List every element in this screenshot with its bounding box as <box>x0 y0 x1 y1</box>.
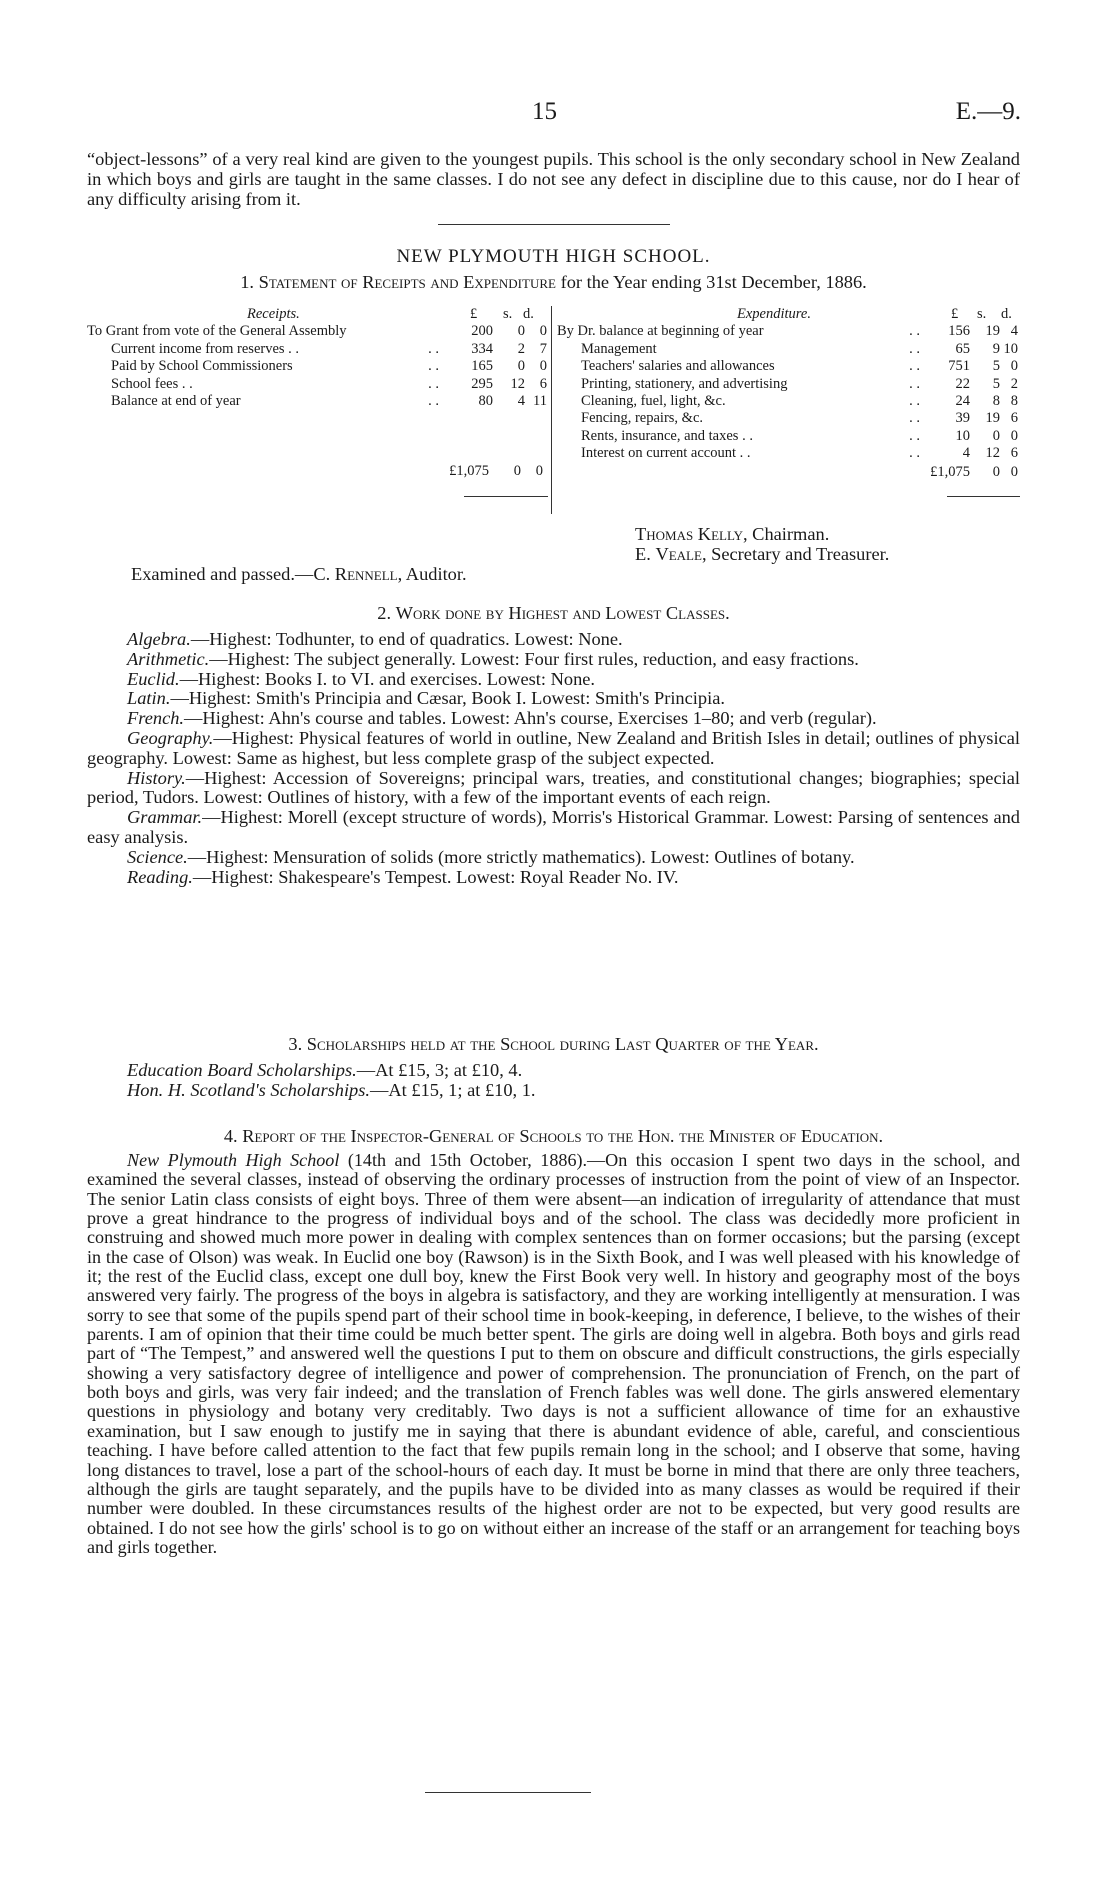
subject-text: —Highest: Shakespeare's Tempest. Lowest: Royal Reader No. IV. <box>192 866 679 887</box>
document-reference: E.—9. <box>955 98 1021 125</box>
row-shillings: 5 <box>992 375 1000 392</box>
row-label: To Grant from vote of the General Assembly <box>87 323 347 340</box>
subject-text: —Highest: Mensuration of solids (more strictly mathematics). Lowest: Outlines of botany. <box>187 846 855 867</box>
expenditure-row <box>557 341 1020 358</box>
work-item <box>87 729 1020 769</box>
work-item <box>87 689 1020 709</box>
exp-shilling-header: s. <box>977 306 987 322</box>
subject-text: —Highest: Smith's Principia and Cæsar, Book I. Lowest: Smith's Principia. <box>170 688 725 709</box>
row-label: Current income from reserves . . <box>111 340 300 357</box>
subject-name: Grammar. <box>127 807 203 828</box>
row-pence: 4 <box>1010 323 1018 340</box>
school-title: NEW PLYMOUTH HIGH SCHOOL. <box>396 246 711 267</box>
work-item <box>87 630 1020 650</box>
subject-name: Geography. <box>127 727 214 748</box>
row-label: Teachers' salaries and allowances <box>581 358 775 375</box>
leader-dots: . . <box>909 375 920 392</box>
leader-dots: . . <box>428 375 439 392</box>
subject-name: Science. <box>127 846 188 867</box>
row-pounds: 295 <box>471 375 493 392</box>
expenditure-total-pounds: £1,075 <box>930 463 970 480</box>
expenditure-row <box>557 428 1020 445</box>
end-divider <box>425 1792 591 1793</box>
subject-name: Reading. <box>127 866 193 887</box>
row-label: Balance at end of year <box>111 392 241 409</box>
work-item <box>87 868 1020 888</box>
subject-name: Euclid. <box>127 668 180 689</box>
table-divider <box>551 306 552 514</box>
auditor-line: Examined and passed.—C. Rennell, Auditor. <box>131 564 467 584</box>
work-item <box>87 808 1020 848</box>
row-pounds: 39 <box>955 410 970 427</box>
work-item <box>87 769 1020 809</box>
subject-text: —Highest: Books I. to VI. and exercises. Lowest: None. <box>179 668 596 689</box>
row-shillings: 9 <box>992 340 1000 357</box>
row-pounds: 334 <box>471 340 493 357</box>
row-pence: 0 <box>1010 358 1018 375</box>
leader-dots: . . <box>909 323 920 340</box>
row-pounds: 10 <box>955 427 970 444</box>
subject-text: —Highest: Ahn's course and tables. Lowest: Ahn's course, Exercises 1–80; and verb (regular). <box>184 708 877 729</box>
row-pence: 10 <box>1003 340 1018 357</box>
subject-text: —Highest: The subject generally. Lowest: Four first rules, reduction, and easy fractions. <box>209 648 859 669</box>
row-label: By Dr. balance at beginning of year <box>557 323 764 340</box>
row-label: Printing, stationery, and advertising <box>581 375 788 392</box>
row-pounds: 751 <box>948 358 970 375</box>
row-pounds: 200 <box>471 323 493 340</box>
page-header <box>0 98 1114 132</box>
leader-dots: . . <box>428 340 439 357</box>
row-pence: 7 <box>539 340 547 357</box>
row-pence: 0 <box>539 358 547 375</box>
receipts-column <box>87 306 549 481</box>
row-shillings: 0 <box>517 323 525 340</box>
leader-dots: . . <box>909 427 920 444</box>
subject-text: —Highest: Todhunter, to end of quadratics. Lowest: None. <box>190 629 623 649</box>
expenditure-row <box>557 410 1020 427</box>
row-shillings: 19 <box>985 410 1000 427</box>
scholarship-name: Hon. H. Scotland's Scholarships. <box>127 1079 371 1100</box>
receipts-row <box>87 393 549 410</box>
report-school-name: New Plymouth High School <box>127 1150 340 1170</box>
exp-pence-header: d. <box>1001 306 1012 322</box>
leader-dots: . . <box>428 358 439 375</box>
leader-dots: . . <box>428 392 439 409</box>
intro-paragraph: “object-lessons” of a very real kind are given to the youngest pupils. This school is the only secondary school in New Zealand in which boys and girls are taught in the same classes. I do not see any defect in discipline due to this cause, nor do I hear of any difficulty arising from it. <box>87 149 1020 209</box>
pound-header: £ <box>470 306 478 322</box>
leader-dots: . . <box>909 340 920 357</box>
subject-name: History. <box>127 767 186 788</box>
expenditure-row <box>557 393 1020 410</box>
receipts-row <box>87 341 549 358</box>
row-label: Cleaning, fuel, light, &c. <box>581 392 726 409</box>
row-label: Management <box>581 340 657 357</box>
leader-dots: . . <box>909 358 920 375</box>
row-label: School fees . . <box>111 375 193 392</box>
receipts-total-shillings: 0 <box>513 463 521 480</box>
expenditure-rows <box>557 323 1020 462</box>
row-shillings: 12 <box>985 445 1000 462</box>
receipts-expenditure-table <box>87 306 1020 526</box>
page-number: 15 <box>532 98 557 125</box>
receipts-title: Receipts. <box>247 306 300 322</box>
subject-name: Arithmetic. <box>127 648 210 669</box>
row-label: Fencing, repairs, &c. <box>581 410 704 427</box>
row-label: Interest on current account . . <box>581 445 751 462</box>
work-item <box>87 670 1020 690</box>
row-pounds: 80 <box>478 392 493 409</box>
scholarship-list <box>87 1061 1020 1101</box>
pence-header: d. <box>523 306 534 322</box>
expenditure-total-shillings: 0 <box>992 463 1000 480</box>
receipts-rows <box>87 323 549 410</box>
scholarship-item <box>87 1081 1020 1101</box>
row-shillings: 2 <box>517 340 525 357</box>
report-heading: 4. Report of the Inspector-General of Schools to the Hon. the Minister of Education. <box>223 1126 884 1146</box>
leader-dots: . . <box>909 410 920 427</box>
signatories <box>635 524 889 564</box>
expenditure-row <box>557 358 1020 375</box>
subject-text: —Highest: Morell (except structure of words), Morris's Historical Grammar. Lowest: Parsing of sentences and easy analysis. <box>87 807 1020 847</box>
receipts-row <box>87 376 549 393</box>
work-item <box>87 848 1020 868</box>
statement-heading: 1. Statement of Receipts and Expenditure for the Year ending 31st December, 1886. <box>240 272 867 292</box>
receipts-row <box>87 323 549 340</box>
work-heading: 2. Work done by Highest and Lowest Classes. <box>377 603 730 623</box>
row-label: Rents, insurance, and taxes . . <box>581 427 753 444</box>
receipts-total-row <box>87 463 549 480</box>
row-pence: 0 <box>1010 427 1018 444</box>
row-shillings: 19 <box>985 323 1000 340</box>
row-label: Paid by School Commissioners <box>111 358 293 375</box>
scholarship-text: —At £15, 3; at £10, 4. <box>356 1060 523 1080</box>
row-pence: 11 <box>533 392 547 409</box>
row-pence: 2 <box>1010 375 1018 392</box>
row-pounds: 65 <box>955 340 970 357</box>
row-shillings: 0 <box>517 358 525 375</box>
row-pounds: 24 <box>955 392 970 409</box>
leader-dots: . . <box>909 445 920 462</box>
treasurer-signature: E. Veale, Secretary and Treasurer. <box>635 544 890 564</box>
expenditure-title: Expenditure. <box>737 306 811 322</box>
row-pounds: 156 <box>948 323 970 340</box>
scholarship-text: —At £15, 1; at £10, 1. <box>370 1079 536 1100</box>
row-pounds: 22 <box>955 375 970 392</box>
expenditure-total-row <box>557 464 1020 481</box>
row-shillings: 0 <box>992 427 1000 444</box>
row-pence: 6 <box>1010 445 1018 462</box>
subject-name: Latin. <box>127 688 171 709</box>
leader-dots: . . <box>909 392 920 409</box>
expenditure-total-pence: 0 <box>1010 463 1018 480</box>
scholarship-name: Education Board Scholarships. <box>127 1060 357 1080</box>
row-pounds: 165 <box>471 358 493 375</box>
row-pence: 8 <box>1010 392 1018 409</box>
work-item <box>87 650 1020 670</box>
report-body <box>87 1151 1020 1557</box>
expenditure-row <box>557 376 1020 393</box>
work-list <box>87 630 1020 887</box>
row-shillings: 5 <box>992 358 1000 375</box>
report-text: (14th and 15th October, 1886).—On this occasion I spent two days in the school, and examined the several classes, instead of observing the ordinary processes of instruction from the point of view of an Inspector. The senior Latin class consists of eight boys. Three of them were absent—an indication of irregularity of attendance that must prove a great hindrance to the progress of individual boys and of the school. The class was decidedly more proficient in construing and showed much more power in dealing with complex sentences than on former occasions; but the parsing (except in the case of Olson) was weak. In Euclid one boy (Rawson) is in the Sixth Book, and I was well pleased with his knowledge of it; the rest of the Euclid class, except one dull boy, knew the First Book very well. In history and geography most of the boys answered very fairly. The progress of the boys in algebra is satisfactory, and they are working intelligently at mensuration. I was sorry to see that some of the pupils spend part of their school time in book-keeping, in deference, I believe, to the wishes of their parents. I am of opinion that their time could be much better spent. The girls are doing well in algebra. Both boys and girls read part of “The Tempest,” and answered well the questions I put to them on obscure and difficult constructions, the girls especially showing a very satisfactory degree of intelligence and power of comprehension. The pronunciation of French, on the part of both boys and girls, was very fair indeed; and the translation of French fables was well done. The girls answered elementary questions in physiology and botany very creditably. Two days is not a sufficient allowance of time for an exhaustive examination, but I saw enough to justify me in saying that there is abundant evidence of able, careful, and conscientious teaching. I have before called attention to the fact that few pupils remain long in the school; and I observe that some, having long distances to travel, lose a part of the school-hours of each day. It must be borne in mind that there are only three teachers, although the girls are taught separately, and the pupils have to be divided into as many classes as would be required if their number were doubled. In these circumstances results of the highest order are not to be expected, but very good results are obtained. I do not see how the girls' school is to go on without either an increase of the staff or an arrangement for teaching boys and girls together. <box>87 1150 1021 1557</box>
receipts-total-pence: 0 <box>535 463 543 480</box>
expenditure-row <box>557 323 1020 340</box>
expenditure-column <box>557 306 1020 481</box>
scholarships-heading: 3. Scholarships held at the School during Last Quarter of the Year. <box>288 1034 819 1054</box>
row-pence: 6 <box>1010 410 1018 427</box>
row-pence: 6 <box>539 375 547 392</box>
row-shillings: 12 <box>510 375 525 392</box>
receipts-total-rule <box>464 496 548 497</box>
expenditure-row <box>557 445 1020 462</box>
subject-text: —Highest: Accession of Sovereigns; principal wars, treaties, and constitutional changes; biographies; special period, Tudors. Lowest: Outlines of history, with a few of the important events of each reign. <box>87 767 1020 808</box>
subject-name: Algebra. <box>127 629 191 649</box>
chairman-signature: Thomas Kelly, Chairman. <box>635 524 830 544</box>
row-shillings: 8 <box>992 392 1000 409</box>
row-shillings: 4 <box>517 392 525 409</box>
shilling-header: s. <box>503 306 513 322</box>
row-pounds: 4 <box>962 445 970 462</box>
work-item <box>87 709 1020 729</box>
expenditure-total-rule <box>947 496 1020 497</box>
receipts-total-pounds: £1,075 <box>449 463 489 480</box>
exp-pound-header: £ <box>951 306 959 322</box>
row-pence: 0 <box>539 323 547 340</box>
section-divider <box>438 224 670 225</box>
subject-text: —Highest: Physical features of world in outline, New Zealand and British Isles in detail; outlines of physical geography. Lowest: Same as highest, but less complete grasp of the subject expected. <box>87 727 1020 768</box>
subject-name: French. <box>127 708 185 729</box>
receipts-row <box>87 358 549 375</box>
scholarship-item <box>87 1061 1020 1081</box>
